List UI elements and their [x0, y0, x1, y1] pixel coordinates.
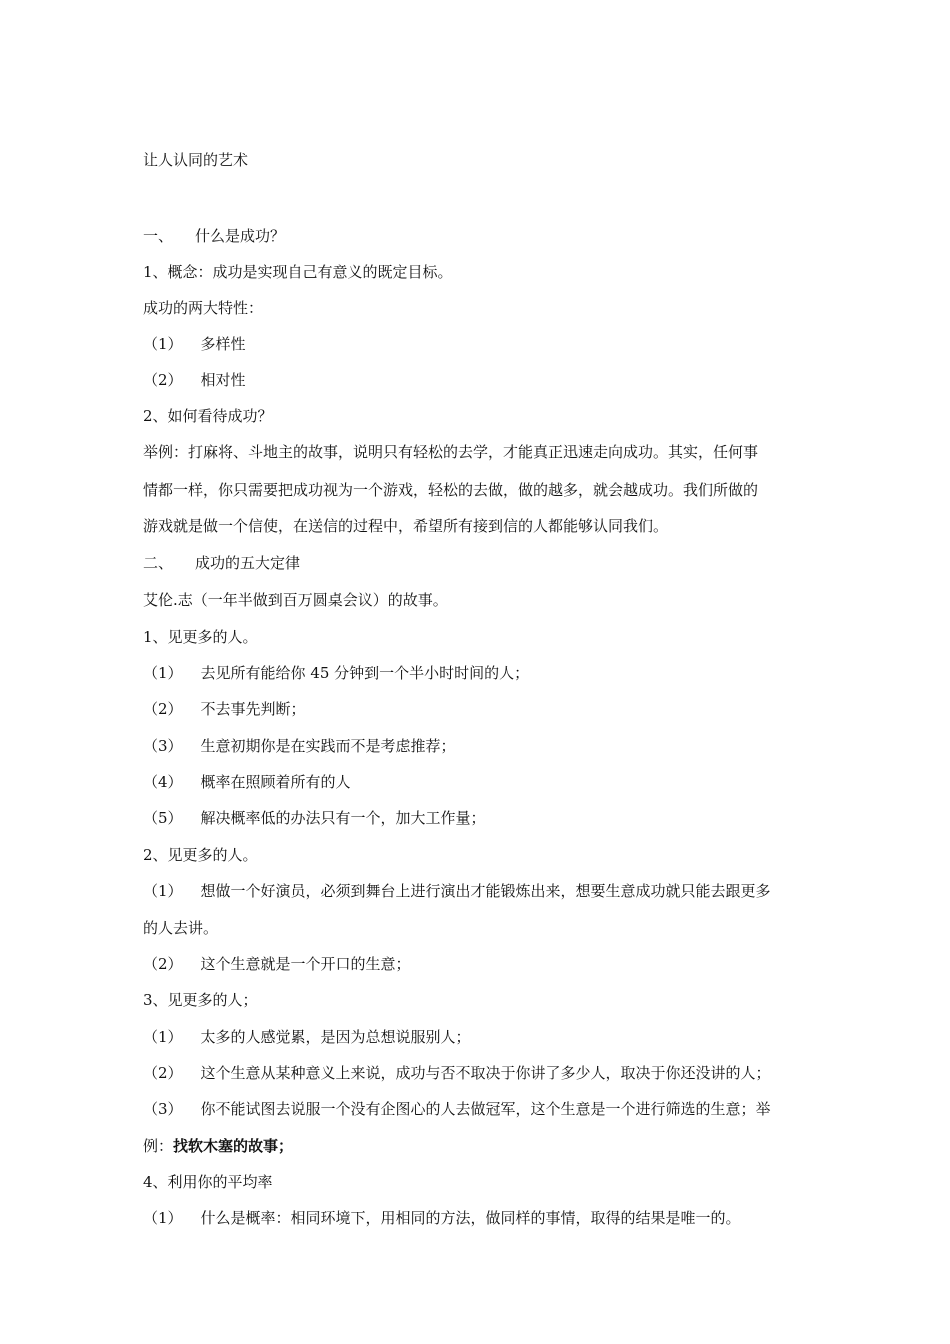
paragraph-line: 4、利用你的平均率: [143, 1173, 273, 1191]
paragraph-line: 1、见更多的人。: [143, 628, 258, 646]
bold-story-title: 找软木塞的故事；: [173, 1137, 294, 1155]
list-item-number: （1）: [143, 335, 183, 353]
list-item-text: 不去事先判断；: [200, 700, 306, 718]
list-item-number: （2）: [143, 371, 183, 389]
paragraph-line: 游戏就是做一个信使，在送信的过程中，希望所有接到信的人都能够认同我们。: [143, 517, 669, 535]
list-item-text: 相对性: [200, 371, 246, 389]
list-item-text: 这个生意就是一个开口的生意；: [200, 955, 411, 973]
list-item-text: 太多的人感觉累，是因为总想说服别人；: [200, 1028, 471, 1046]
list-item-text: 多样性: [200, 335, 246, 353]
list-item-text: 你不能试图去说服一个没有企图心的人去做冠军，这个生意是一个进行筛选的生意；举: [200, 1100, 771, 1118]
list-item-number: （4）: [143, 773, 183, 791]
paragraph-line: 2、见更多的人。: [143, 846, 258, 864]
list-item-number: （2）: [143, 1064, 183, 1082]
list-item: [143, 663, 529, 683]
list-item-text: 去见所有能给你 45 分钟到一个半小时时间的人；: [200, 664, 530, 682]
list-item: [143, 954, 411, 974]
list-item-number: （3）: [143, 1100, 183, 1118]
list-item: [143, 881, 771, 901]
list-item: [143, 1063, 771, 1083]
paragraph-line: 成功的两大特性：: [143, 299, 264, 317]
section-heading: [143, 553, 300, 573]
list-item: [143, 736, 456, 756]
list-item: [143, 1027, 471, 1047]
section-heading: [143, 226, 285, 246]
list-item-text: 想做一个好演员，必须到舞台上进行演出才能锻炼出来，想要生意成功就只能去跟更多: [200, 882, 771, 900]
section-heading-text: 什么是成功？: [195, 227, 286, 245]
paragraph-line: [143, 1136, 293, 1156]
section-heading-text: 成功的五大定律: [195, 554, 301, 572]
list-item: [143, 1099, 771, 1119]
paragraph-text: 例：: [143, 1137, 174, 1155]
list-item-number: （2）: [143, 955, 183, 973]
document-title: 让人认同的艺术: [143, 151, 249, 169]
list-item: [143, 699, 306, 719]
list-item-number: （2）: [143, 700, 183, 718]
list-item-text: 解决概率低的办法只有一个，加大工作量；: [200, 809, 486, 827]
list-item-text: 这个生意从某种意义上来说，成功与否不取决于你讲了多少人，取决于你还没讲的人；: [200, 1064, 771, 1082]
list-item: [143, 808, 486, 828]
paragraph-line: 2、如何看待成功？: [143, 407, 273, 425]
list-item-number: （3）: [143, 737, 183, 755]
section-number: 一、: [143, 227, 174, 245]
list-item-number: （1）: [143, 1209, 183, 1227]
list-item: [143, 334, 246, 354]
paragraph-line: 艾伦.志（一年半做到百万圆桌会议）的故事。: [143, 591, 448, 609]
list-item-text: 概率在照顾着所有的人: [200, 773, 351, 791]
paragraph-line: 的人去讲。: [143, 919, 219, 937]
list-item: [143, 370, 246, 390]
list-item-number: （1）: [143, 664, 183, 682]
list-item-text: 生意初期你是在实践而不是考虑推荐；: [200, 737, 456, 755]
list-item-number: （5）: [143, 809, 183, 827]
paragraph-line: 1、概念：成功是实现自己有意义的既定目标。: [143, 263, 453, 281]
list-item-number: （1）: [143, 1028, 183, 1046]
section-number: 二、: [143, 554, 174, 572]
list-item: [143, 1208, 741, 1228]
list-item: [143, 772, 351, 792]
list-item-text: 什么是概率：相同环境下，用相同的方法，做同样的事情，取得的结果是唯一的。: [200, 1209, 741, 1227]
list-item-number: （1）: [143, 882, 183, 900]
paragraph-line: 举例：打麻将、斗地主的故事，说明只有轻松的去学，才能真正迅速走向成功。其实，任何事: [143, 443, 759, 461]
paragraph-line: 3、见更多的人；: [143, 991, 258, 1009]
paragraph-line: 情都一样，你只需要把成功视为一个游戏，轻松的去做，做的越多，就会越成功。我们所做的: [143, 481, 759, 499]
